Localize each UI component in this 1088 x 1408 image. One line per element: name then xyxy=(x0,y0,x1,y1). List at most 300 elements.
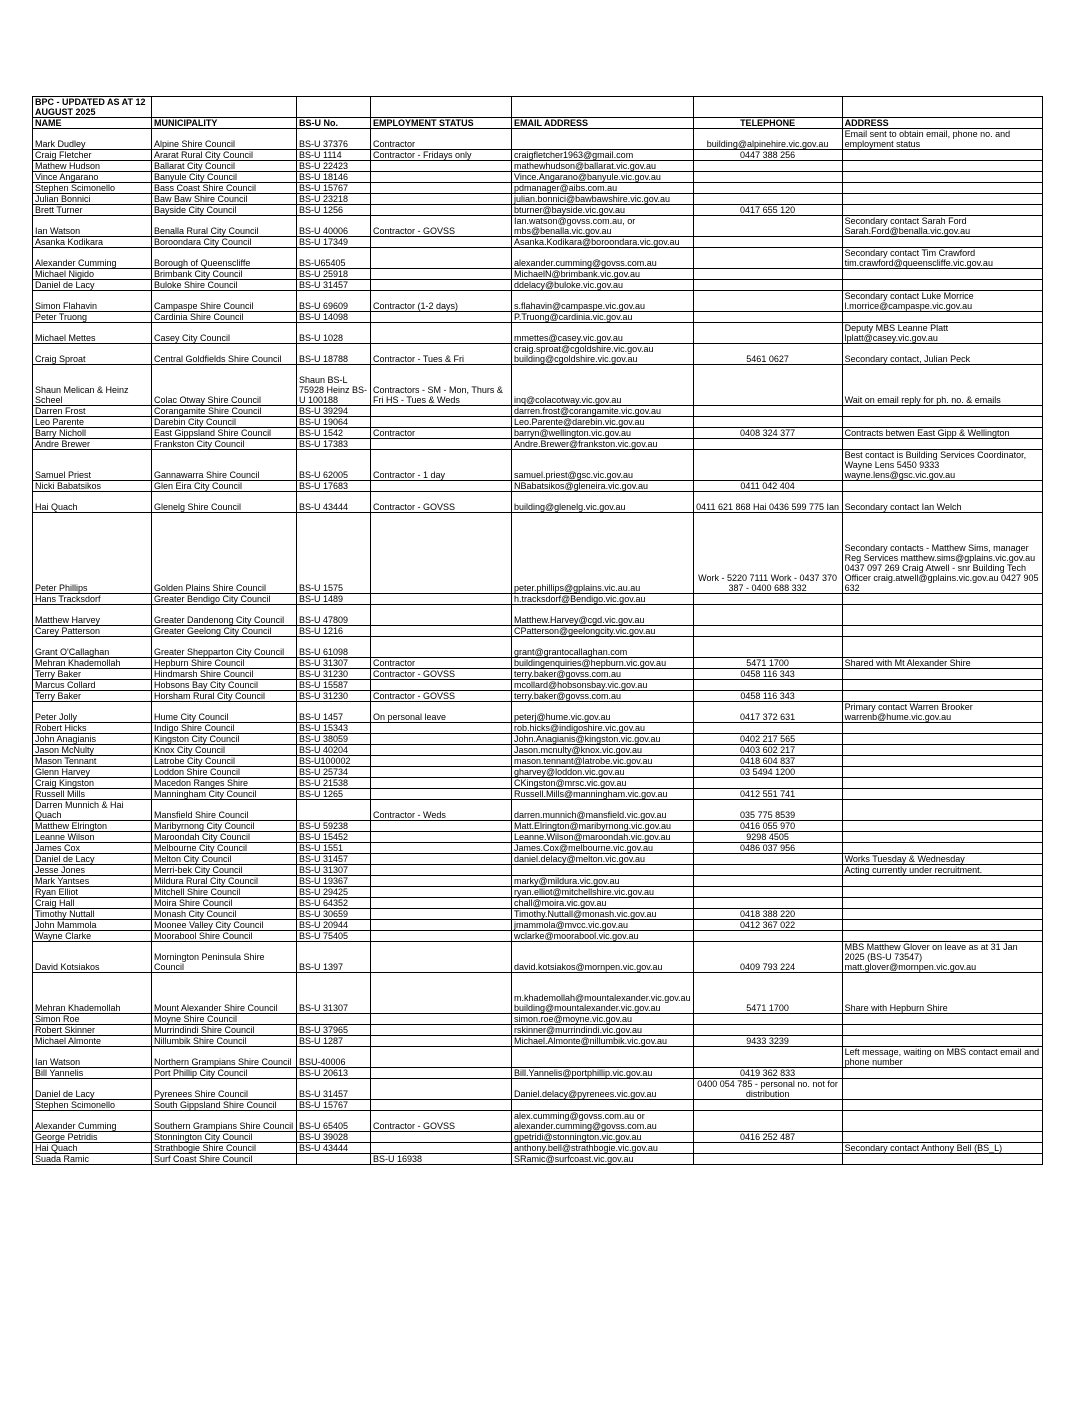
cell-telephone xyxy=(693,439,842,450)
cell-name: Mason Tennant xyxy=(33,756,152,767)
cell-email: buildingenquiries@hepburn.vic.gov.au xyxy=(512,658,694,669)
cell-name: Peter Jolly xyxy=(33,702,152,723)
cell-address xyxy=(842,1079,1042,1100)
table-row xyxy=(33,365,1043,406)
cell-name: Barry Nicholl xyxy=(33,428,152,439)
cell-address xyxy=(842,909,1042,920)
table-row xyxy=(33,172,1043,183)
cell-name: Matthew Elrington xyxy=(33,821,152,832)
cell-bsu-no: BS-U 15452 xyxy=(297,832,371,843)
table-row xyxy=(33,291,1043,312)
cell-municipality: Kingston City Council xyxy=(152,734,297,745)
cell-address xyxy=(842,832,1042,843)
cell-name: Glenn Harvey xyxy=(33,767,152,778)
cell-address: Contracts betwen East Gipp & Wellington xyxy=(842,428,1042,439)
cell-email: Jason.mcnulty@knox.vic.gov.au xyxy=(512,745,694,756)
table-row xyxy=(33,821,1043,832)
cell-email: MichaelN@brimbank.vic.gov.au xyxy=(512,269,694,280)
cell-employment-status xyxy=(371,312,512,323)
cell-municipality: Colac Otway Shire Council xyxy=(152,365,297,406)
cell-employment-status xyxy=(371,183,512,194)
cell-email: darren.munnich@mansfield.vic.gov.au xyxy=(512,800,694,821)
table-row xyxy=(33,280,1043,291)
table-row xyxy=(33,626,1043,637)
cell-employment-status: Contractors - SM - Mon, Thurs & Fri HS - Tues & Weds xyxy=(371,365,512,406)
cell-employment-status xyxy=(371,973,512,1014)
cell-name: Vince Angarano xyxy=(33,172,152,183)
cell-address xyxy=(842,194,1042,205)
cell-bsu-no: BS-U 31457 xyxy=(297,280,371,291)
header-employment-status: EMPLOYMENT STATUS xyxy=(371,118,512,129)
title-row xyxy=(33,97,1043,118)
cell-address xyxy=(842,1154,1042,1165)
table-row xyxy=(33,439,1043,450)
cell-name: David Kotsiakos xyxy=(33,942,152,973)
cell-bsu-no: BS-U 20613 xyxy=(297,1068,371,1079)
cell-name: Craig Fletcher xyxy=(33,150,152,161)
cell-employment-status xyxy=(371,1100,512,1111)
cell-email: julian.bonnici@bawbawshire.vic.gov.au xyxy=(512,194,694,205)
cell-bsu-no: BS-U 1287 xyxy=(297,1036,371,1047)
table-row xyxy=(33,887,1043,898)
table-row xyxy=(33,594,1043,605)
cell-employment-status xyxy=(371,909,512,920)
cell-employment-status xyxy=(371,1132,512,1143)
cell-address xyxy=(842,843,1042,854)
cell-municipality: Glen Eira City Council xyxy=(152,481,297,492)
cell-name: Michael Nigido xyxy=(33,269,152,280)
cell-bsu-no: BS-U 61098 xyxy=(297,637,371,658)
cell-email: simon.roe@moyne.vic.gov.au xyxy=(512,1014,694,1025)
cell-telephone: 9433 3239 xyxy=(693,1036,842,1047)
cell-telephone xyxy=(693,312,842,323)
cell-telephone xyxy=(693,605,842,626)
cell-name: Terry Baker xyxy=(33,691,152,702)
table-row xyxy=(33,865,1043,876)
table-row xyxy=(33,323,1043,344)
table-row xyxy=(33,312,1043,323)
cell-name: Daniel de Lacy xyxy=(33,280,152,291)
cell-telephone: 0412 551 741 xyxy=(693,789,842,800)
cell-employment-status xyxy=(371,876,512,887)
cell-name: Craig Kingston xyxy=(33,778,152,789)
cell-telephone: 0447 388 256 xyxy=(693,150,842,161)
cell-email: peterj@hume.vic.gov.au xyxy=(512,702,694,723)
cell-email: s.flahavin@campaspe.vic.gov.au xyxy=(512,291,694,312)
cell-employment-status xyxy=(371,931,512,942)
cell-address xyxy=(842,605,1042,626)
table-row xyxy=(33,702,1043,723)
cell-name: Nicki Babatsikos xyxy=(33,481,152,492)
cell-employment-status: Contractor - GOVSS xyxy=(371,691,512,702)
cell-bsu-no: BS-U 43444 xyxy=(297,1143,371,1154)
table-row xyxy=(33,756,1043,767)
cell-address: Secondary contact, Julian Peck xyxy=(842,344,1042,365)
table-row xyxy=(33,800,1043,821)
cell-email: rskinner@murrindindi.vic.gov.au xyxy=(512,1025,694,1036)
cell-employment-status: BS-U 16938 xyxy=(371,1154,512,1165)
cell-name: Stephen Scimonello xyxy=(33,183,152,194)
table-row xyxy=(33,778,1043,789)
cell-telephone xyxy=(693,898,842,909)
cell-email: samuel.priest@gsc.vic.gov.au xyxy=(512,450,694,481)
cell-municipality: Mildura Rural City Council xyxy=(152,876,297,887)
cell-address xyxy=(842,789,1042,800)
header-name: NAME xyxy=(33,118,152,129)
cell-address: Secondary contact Anthony Bell (BS_L) xyxy=(842,1143,1042,1154)
cell-municipality: Gannawarra Shire Council xyxy=(152,450,297,481)
cell-municipality: Greater Dandenong City Council xyxy=(152,605,297,626)
cell-municipality: Loddon Shire Council xyxy=(152,767,297,778)
cell-telephone: 5461 0627 xyxy=(693,344,842,365)
cell-bsu-no: BS-U 14098 xyxy=(297,312,371,323)
cell-telephone xyxy=(693,248,842,269)
cell-telephone: 5471 1700 xyxy=(693,973,842,1014)
cell-employment-status xyxy=(371,756,512,767)
cell-employment-status xyxy=(371,789,512,800)
cell-municipality: Benalla Rural City Council xyxy=(152,216,297,237)
cell-telephone xyxy=(693,365,842,406)
cell-email: gharvey@loddon.vic.gov.au xyxy=(512,767,694,778)
cell-email: CKingston@mrsc.vic.gov.au xyxy=(512,778,694,789)
table-row xyxy=(33,248,1043,269)
cell-municipality: Bass Coast Shire Council xyxy=(152,183,297,194)
cell-address xyxy=(842,172,1042,183)
cell-name: Bill Yannelis xyxy=(33,1068,152,1079)
cell-municipality: Frankston City Council xyxy=(152,439,297,450)
cell-employment-status: Contractor - GOVSS xyxy=(371,1111,512,1132)
table-row xyxy=(33,767,1043,778)
cell-address: Works Tuesday & Wednesday xyxy=(842,854,1042,865)
cell-bsu-no: BS-U 64352 xyxy=(297,898,371,909)
table-row xyxy=(33,150,1043,161)
header-telephone: TELEPHONE xyxy=(693,118,842,129)
cell-address xyxy=(842,183,1042,194)
cell-email: CPatterson@geelongcity.vic.gov.au xyxy=(512,626,694,637)
cell-municipality: Buloke Shire Council xyxy=(152,280,297,291)
cell-employment-status xyxy=(371,280,512,291)
cell-name: Daniel de Lacy xyxy=(33,854,152,865)
header-bsu-no: BS-U No. xyxy=(297,118,371,129)
cell-municipality: Moira Shire Council xyxy=(152,898,297,909)
cell-bsu-no: BS-U 15343 xyxy=(297,723,371,734)
cell-telephone xyxy=(693,1154,842,1165)
cell-employment-status xyxy=(371,194,512,205)
cell-email: Bill.Yannelis@portphillip.vic.gov.au xyxy=(512,1068,694,1079)
table-row xyxy=(33,513,1043,594)
table-row xyxy=(33,428,1043,439)
cell-employment-status xyxy=(371,172,512,183)
cell-municipality: Hindmarsh Shire Council xyxy=(152,669,297,680)
cell-telephone: 0403 602 217 xyxy=(693,745,842,756)
cell-telephone xyxy=(693,172,842,183)
table-row xyxy=(33,789,1043,800)
cell-address: Secondary contact Luke Morrice l.morrice@campaspe.vic.gov.au xyxy=(842,291,1042,312)
cell-telephone xyxy=(693,216,842,237)
cell-employment-status: Contractor - GOVSS xyxy=(371,216,512,237)
cell-municipality: Alpine Shire Council xyxy=(152,129,297,150)
cell-municipality: East Gippsland Shire Council xyxy=(152,428,297,439)
cell-bsu-no: BS-U 18146 xyxy=(297,172,371,183)
cell-name: Asanka Kodikara xyxy=(33,237,152,248)
cell-address xyxy=(842,931,1042,942)
cell-email: daniel.delacy@melton.vic.gov.au xyxy=(512,854,694,865)
cell-email: mcollard@hobsonsbay.vic.gov.au xyxy=(512,680,694,691)
cell-bsu-no: BS-U 75405 xyxy=(297,931,371,942)
cell-bsu-no: BS-U 23218 xyxy=(297,194,371,205)
cell-address xyxy=(842,406,1042,417)
cell-employment-status xyxy=(371,734,512,745)
table-row xyxy=(33,1132,1043,1143)
cell-name: John Mammola xyxy=(33,920,152,931)
cell-telephone: 0400 054 785 - personal no. not for distribution xyxy=(693,1079,842,1100)
cell-email: James.Cox@melbourne.vic.gov.au xyxy=(512,843,694,854)
cell-email: anthony.bell@strathbogie.vic.gov.au xyxy=(512,1143,694,1154)
cell-municipality: Southern Grampians Shire Council xyxy=(152,1111,297,1132)
cell-email: Timothy.Nuttall@monash.vic.gov.au xyxy=(512,909,694,920)
cell-telephone xyxy=(693,194,842,205)
cell-telephone xyxy=(693,865,842,876)
cell-address xyxy=(842,626,1042,637)
table-row xyxy=(33,734,1043,745)
cell-municipality: Ballarat City Council xyxy=(152,161,297,172)
cell-bsu-no: BS-U 31307 xyxy=(297,973,371,1014)
cell-employment-status xyxy=(371,417,512,428)
cell-name: Hans Tracksdorf xyxy=(33,594,152,605)
cell-address xyxy=(842,887,1042,898)
cell-bsu-no: BS-U 1265 xyxy=(297,789,371,800)
cell-name: Leanne Wilson xyxy=(33,832,152,843)
table-row xyxy=(33,973,1043,1014)
cell-telephone: 0458 116 343 xyxy=(693,669,842,680)
cell-telephone: 0458 116 343 xyxy=(693,691,842,702)
cell-telephone xyxy=(693,269,842,280)
cell-employment-status xyxy=(371,898,512,909)
table-row xyxy=(33,605,1043,626)
cell-employment-status xyxy=(371,605,512,626)
cell-bsu-no: BS-U 1542 xyxy=(297,428,371,439)
cell-bsu-no: BS-U 69609 xyxy=(297,291,371,312)
cell-employment-status xyxy=(371,406,512,417)
cell-bsu-no: BS-U 22423 xyxy=(297,161,371,172)
table-row xyxy=(33,129,1043,150)
cell-employment-status: Contractor - GOVSS xyxy=(371,492,512,513)
cell-employment-status xyxy=(371,942,512,973)
cell-address xyxy=(842,1036,1042,1047)
cell-email: inq@colacotway.vic.gov.au xyxy=(512,365,694,406)
cell-bsu-no: BS-U 43444 xyxy=(297,492,371,513)
table-row xyxy=(33,723,1043,734)
cell-email: alex.cumming@govss.com.au or alexander.cumming@govss.com.au xyxy=(512,1111,694,1132)
cell-bsu-no: BS-U 1575 xyxy=(297,513,371,594)
cell-email xyxy=(512,1047,694,1068)
cell-bsu-no: BS-U 15767 xyxy=(297,183,371,194)
cell-bsu-no: BS-U 31307 xyxy=(297,658,371,669)
cell-telephone xyxy=(693,1025,842,1036)
cell-name: Peter Phillips xyxy=(33,513,152,594)
table-row xyxy=(33,1025,1043,1036)
cell-municipality: Northern Grampians Shire Council xyxy=(152,1047,297,1068)
table-row xyxy=(33,854,1043,865)
table-row xyxy=(33,1068,1043,1079)
cell-municipality: Indigo Shire Council xyxy=(152,723,297,734)
cell-address xyxy=(842,920,1042,931)
cell-address xyxy=(842,161,1042,172)
cell-name: Carey Patterson xyxy=(33,626,152,637)
table-row xyxy=(33,492,1043,513)
cell-address xyxy=(842,876,1042,887)
cell-address xyxy=(842,417,1042,428)
cell-telephone xyxy=(693,291,842,312)
cell-email: alexander.cumming@govss.com.au xyxy=(512,248,694,269)
cell-name: Robert Hicks xyxy=(33,723,152,734)
cell-employment-status: Contractor - 1 day xyxy=(371,450,512,481)
cell-municipality: Greater Geelong City Council xyxy=(152,626,297,637)
cell-telephone: 0418 604 837 xyxy=(693,756,842,767)
cell-address xyxy=(842,800,1042,821)
cell-address xyxy=(842,898,1042,909)
table-row xyxy=(33,1036,1043,1047)
cell-telephone xyxy=(693,723,842,734)
cell-bsu-no: BS-U 38059 xyxy=(297,734,371,745)
cell-address xyxy=(842,1025,1042,1036)
cell-name: Simon Flahavin xyxy=(33,291,152,312)
cell-name: Michael Almonte xyxy=(33,1036,152,1047)
cell-municipality: Horsham Rural City Council xyxy=(152,691,297,702)
cell-email: Andre.Brewer@frankston.vic.gov.au xyxy=(512,439,694,450)
table-row xyxy=(33,269,1043,280)
cell-email: david.kotsiakos@mornpen.vic.gov.au xyxy=(512,942,694,973)
cell-email: grant@grantocallaghan.com xyxy=(512,637,694,658)
cell-municipality: Latrobe City Council xyxy=(152,756,297,767)
cell-email: barryn@wellington.vic.gov.au xyxy=(512,428,694,439)
table-row xyxy=(33,942,1043,973)
table-row xyxy=(33,481,1043,492)
cell-address xyxy=(842,767,1042,778)
cell-telephone: 0416 252 487 xyxy=(693,1132,842,1143)
table-row xyxy=(33,658,1043,669)
cell-bsu-no xyxy=(297,1154,371,1165)
cell-telephone: 0417 372 631 xyxy=(693,702,842,723)
table-row xyxy=(33,205,1043,216)
cell-telephone xyxy=(693,1100,842,1111)
cell-employment-status: Contractor - Fridays only xyxy=(371,150,512,161)
header-row xyxy=(33,118,1043,129)
cell-municipality: Melton City Council xyxy=(152,854,297,865)
cell-address xyxy=(842,1111,1042,1132)
cell-municipality: Strathbogie Shire Council xyxy=(152,1143,297,1154)
cell-name: Simon Roe xyxy=(33,1014,152,1025)
cell-employment-status xyxy=(371,481,512,492)
cell-address: Deputy MBS Leanne Platt lplatt@casey.vic.gov.au xyxy=(842,323,1042,344)
cell-employment-status: Contractor - Weds xyxy=(371,800,512,821)
cell-telephone xyxy=(693,183,842,194)
cell-telephone: 0486 037 956 xyxy=(693,843,842,854)
cell-employment-status: Contractor xyxy=(371,428,512,439)
cell-telephone: 0417 655 120 xyxy=(693,205,842,216)
cell-email: NBabatsikos@gleneira.vic.gov.au xyxy=(512,481,694,492)
cell-municipality: Greater Shepparton City Council xyxy=(152,637,297,658)
cell-address xyxy=(842,439,1042,450)
cell-address xyxy=(842,1068,1042,1079)
cell-name: Ryan Elliot xyxy=(33,887,152,898)
cell-name: Hai Quach xyxy=(33,492,152,513)
cell-bsu-no: BS-U 19367 xyxy=(297,876,371,887)
cell-bsu-no: BS-U 25734 xyxy=(297,767,371,778)
cell-bsu-no: BS-U 20944 xyxy=(297,920,371,931)
cell-address xyxy=(842,680,1042,691)
header-municipality: MUNICIPALITY xyxy=(152,118,297,129)
cell-bsu-no: BS-U 31457 xyxy=(297,1079,371,1100)
cell-telephone xyxy=(693,637,842,658)
header-email-address: EMAIL ADDRESS xyxy=(512,118,694,129)
cell-address: Wait on email reply for ph. no. & emails xyxy=(842,365,1042,406)
cell-employment-status xyxy=(371,680,512,691)
table-row xyxy=(33,450,1043,481)
cell-employment-status xyxy=(371,1036,512,1047)
cell-telephone: 0418 388 220 xyxy=(693,909,842,920)
cell-address: Primary contact Warren Brooker warrenb@hume.vic.gov.au xyxy=(842,702,1042,723)
cell-address xyxy=(842,1132,1042,1143)
table-row xyxy=(33,1014,1043,1025)
table-row xyxy=(33,406,1043,417)
cell-address xyxy=(842,1014,1042,1025)
sheet-title: BPC - UPDATED AS AT 12 AUGUST 2025 xyxy=(33,97,152,118)
cell-bsu-no: BS-U65405 xyxy=(297,248,371,269)
cell-email: darren.frost@corangamite.vic.gov.au xyxy=(512,406,694,417)
cell-name: John Anagianis xyxy=(33,734,152,745)
cell-employment-status xyxy=(371,1014,512,1025)
cell-employment-status xyxy=(371,887,512,898)
cell-bsu-no: BS-U 29425 xyxy=(297,887,371,898)
cell-address xyxy=(842,669,1042,680)
cell-municipality: Stonnington City Council xyxy=(152,1132,297,1143)
cell-address xyxy=(842,756,1042,767)
cell-employment-status xyxy=(371,1143,512,1154)
cell-address: Secondary contacts - Matthew Sims, manager Reg Services matthew.sims@gplains.vic.gov.au 0437 097 269 Craig Atwell - snr Building Tech Officer craig.atwell@gplains.vic.gov.au 0427 905 632 xyxy=(842,513,1042,594)
cell-address xyxy=(842,312,1042,323)
cell-email: Matt.Elrington@maribyrnong.vic.gov.au xyxy=(512,821,694,832)
cell-municipality: Mansfield Shire Council xyxy=(152,800,297,821)
cell-email: Ian.watson@govss.com.au, or mbs@benalla.vic.gov.au xyxy=(512,216,694,237)
cell-email: craig.sproat@cgoldshire.vic.gov.au building@cgoldshire.vic.gov.au xyxy=(512,344,694,365)
cell-municipality: Mount Alexander Shire Council xyxy=(152,973,297,1014)
cell-address: Acting currently under recruitment. xyxy=(842,865,1042,876)
cell-name: Andre Brewer xyxy=(33,439,152,450)
cell-address xyxy=(842,280,1042,291)
cell-telephone xyxy=(693,417,842,428)
cell-telephone: Work - 5220 7111 Work - 0437 370 387 - 0400 688 332 xyxy=(693,513,842,594)
cell-name: Peter Truong xyxy=(33,312,152,323)
cell-employment-status: Contractor - Tues & Fri xyxy=(371,344,512,365)
cell-bsu-no: BS-U 39294 xyxy=(297,406,371,417)
table-row xyxy=(33,909,1043,920)
table-row xyxy=(33,237,1043,248)
cell-bsu-no: BS-U 1256 xyxy=(297,205,371,216)
cell-municipality: Moorabool Shire Council xyxy=(152,931,297,942)
cell-bsu-no: BS-U 17683 xyxy=(297,481,371,492)
table-row xyxy=(33,1143,1043,1154)
cell-municipality: Mornington Peninsula Shire Council xyxy=(152,942,297,973)
cell-email: wclarke@moorabool.vic.gov.au xyxy=(512,931,694,942)
cell-telephone xyxy=(693,931,842,942)
cell-bsu-no: BS-U 1457 xyxy=(297,702,371,723)
cell-email: Leanne.Wilson@maroondah.vic.gov.au xyxy=(512,832,694,843)
cell-municipality: Nillumbik Shire Council xyxy=(152,1036,297,1047)
cell-telephone xyxy=(693,1143,842,1154)
cell-email: Daniel.delacy@pyrenees.vic.gov.au xyxy=(512,1079,694,1100)
cell-municipality: Golden Plains Shire Council xyxy=(152,513,297,594)
